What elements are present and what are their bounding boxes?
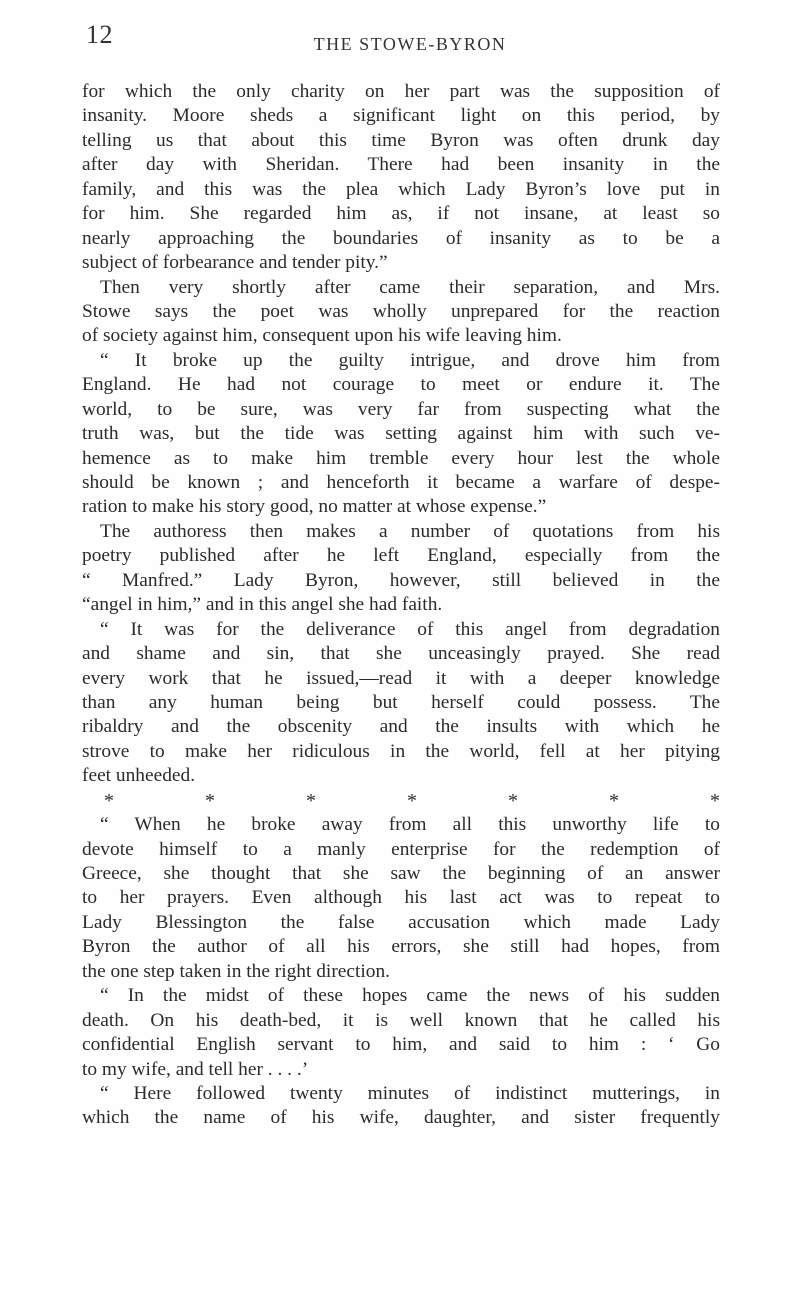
text-line: Lady Blessington the false accusation which made Lady	[82, 911, 720, 933]
text-line: to my wife, and tell her . . . .’	[82, 1058, 309, 1080]
text-line: poetry published after he left England, especially from the	[82, 545, 720, 567]
text-line: confidential English servant to him, and said to him : ‘ Go	[82, 1034, 720, 1056]
text-line: family, and this was the plea which Lady Byron’s love put in	[82, 178, 720, 200]
text-line: feet unheeded.	[82, 765, 196, 787]
text-line: Stowe says the poet was wholly unprepared for the reaction	[82, 300, 720, 322]
text-line: telling us that about this time Byron was often drunk day	[82, 129, 720, 151]
text-line: world, to be sure, was very far from suspecting what the	[82, 398, 720, 420]
text-line: Greece, she thought that she saw the beginning of an answer	[82, 863, 720, 884]
text-line: for him. She regarded him as, if not insane, at least so	[82, 203, 720, 225]
section-break-asterisks: * * * * * * *	[104, 789, 720, 812]
text-line: the one step taken in the right direction.	[82, 960, 391, 982]
text-line: “ When he broke away from all this unworthy life to	[100, 814, 720, 836]
text-line: The authoress then makes a number of quotations from his	[100, 520, 720, 542]
text-line: “ It broke up the guilty intrigue, and drove him from	[100, 349, 720, 371]
page-number: 12	[86, 20, 113, 49]
text-line: ribaldry and the obscenity and the insults with which he	[82, 716, 720, 738]
text-line: to her prayers. Even although his last act was to repeat to	[82, 887, 720, 909]
text-line: “angel in him,” and in this angel she had faith.	[82, 594, 443, 616]
text-line: hemence as to make him tremble every hour lest the whole	[82, 447, 720, 469]
body-text	[82, 80, 720, 1131]
text-line: of society against him, consequent upon his wife leaving him.	[82, 325, 562, 347]
text-line: ration to make his story good, no matter at whose expense.”	[82, 496, 547, 518]
text-line: should be known ; and henceforth it became a warfare of despe-	[82, 472, 720, 493]
running-head: THE STOWE-BYRON	[313, 34, 507, 54]
text-line: after day with Sheridan. There had been insanity in the	[82, 154, 720, 176]
text-line: which the name of his wife, daughter, and sister frequently	[82, 1107, 720, 1129]
text-line: “ Manfred.” Lady Byron, however, still believed in the	[82, 569, 720, 591]
text-line: every work that he issued,—read it with a deeper knowledge	[82, 667, 720, 689]
text-line: “ In the midst of these hopes came the news of his sudden	[100, 985, 720, 1007]
text-line: devote himself to a manly enterprise for the redemption of	[82, 838, 720, 860]
text-line: subject of forbearance and tender pity.”	[82, 252, 388, 274]
text-line: nearly approaching the boundaries of insanity as to be a	[82, 227, 720, 249]
text-line: death. On his death-bed, it is well known that he called his	[82, 1009, 720, 1031]
text-line: Then very shortly after came their separation, and Mrs.	[100, 276, 720, 298]
text-line: than any human being but herself could possess. The	[82, 691, 720, 713]
text-line: “ It was for the deliverance of this angel from degradation	[100, 618, 720, 640]
text-line: insanity. Moore sheds a significant light on this period, by	[82, 105, 720, 127]
text-line: England. He had not courage to meet or endure it. The	[82, 374, 720, 396]
text-line: truth was, but the tide was setting against him with such ve-	[82, 423, 720, 445]
text-line: Byron the author of all his errors, she still had hopes, from	[82, 936, 720, 958]
text-line: “ Here followed twenty minutes of indistinct mutterings, in	[100, 1082, 720, 1104]
text-line: for which the only charity on her part was the supposition of	[82, 81, 720, 102]
text-line: strove to make her ridiculous in the world, fell at her pitying	[82, 740, 720, 762]
text-line: and shame and sin, that she unceasingly prayed. She read	[82, 643, 720, 665]
